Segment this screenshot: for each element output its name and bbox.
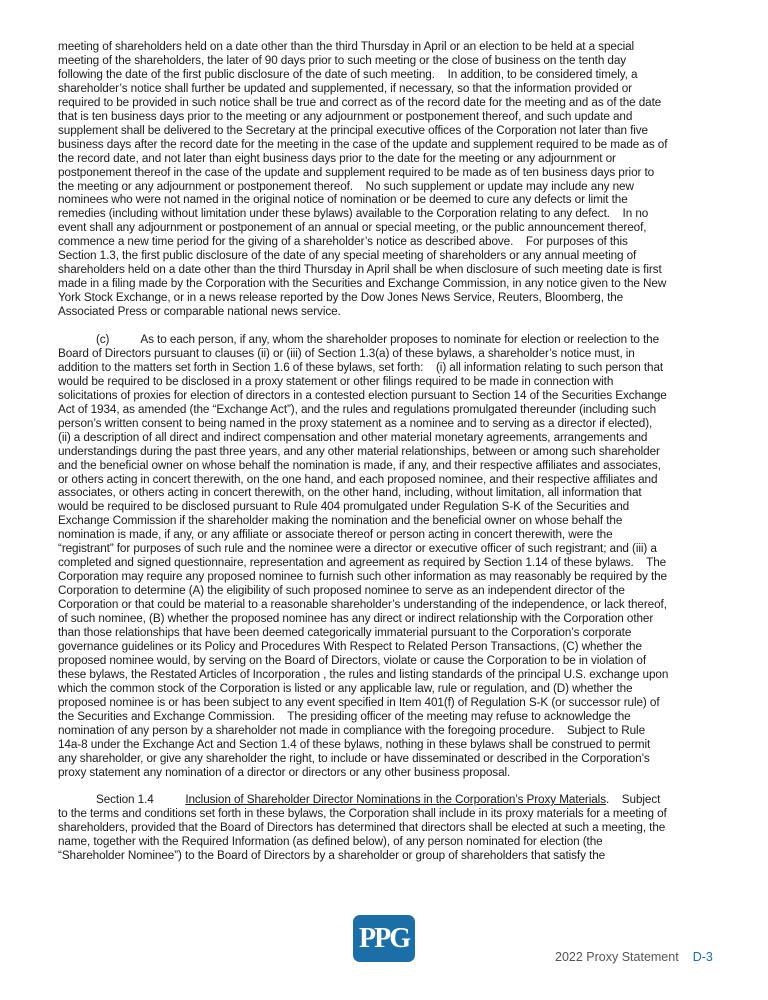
section-heading-tail: . Subject (605, 793, 661, 807)
text-line: the Securities and Exchange Commission. The presiding officer of the meeting may refuse to acknowledge the (58, 709, 631, 723)
text-line: York Stock Exchange, or in a news release reported by the Dow Jones News Service, Reuters, Bloomberg, the (58, 291, 624, 305)
text-line: name, together with the Required Information (as defined below), of any person nominated for election (the (58, 835, 603, 849)
text-line: made in a filing made by the Corporation with the Securities and Exchange Commission, in any notice given to the New (58, 277, 667, 291)
section-heading-line (58, 793, 710, 807)
text-line: or others acting in concert therewith, on the one hand, and each proposed nominee, and their respective affiliates and (58, 472, 658, 486)
text-line: remedies (including without limitation under these bylaws) available to the Corporation relating to any defect. In no (58, 207, 649, 221)
text-line: to the terms and conditions set forth in these bylaws, the Corporation shall include in its proxy materials for a meeting of (58, 807, 667, 821)
text-line: Corporation or that could be material to a reasonable shareholder’s understanding of the independence, or lack thereof, (58, 598, 667, 612)
text-line: postponement thereof in the case of the update and supplement required to be made as of ten business days prior to (58, 165, 655, 179)
text-line: proposed nominee is or has been subject to any event specified in Item 401(f) of Regulation S-K (or successor rule) of (58, 695, 660, 709)
text-line: shareholders, provided that the Board of Directors has determined that directors shall be elected at such a meeting, the (58, 821, 666, 835)
text-line: Associated Press or comparable national news service. (58, 305, 341, 319)
logo-text: PPG (359, 922, 409, 954)
text-line: and the beneficial owner on whose behalf the nomination is made, if any, and their respective affiliates and associates, (58, 458, 661, 472)
paragraph-section-1-4 (58, 793, 710, 863)
text-line: event shall any adjournment or postponement of an annual or special meeting, or the public announcement thereof, (58, 221, 647, 235)
text-line: would be required to be disclosed in a proxy statement or other filings required to be made in connection with (58, 374, 614, 388)
ppg-logo (353, 915, 415, 962)
text-line: (ii) a description of all direct and indirect compensation and other material monetary agreements, arrangements and (58, 430, 648, 444)
text-line: Board of Directors pursuant to clauses (ii) or (iii) of Section 1.3(a) of these bylaws, a shareholder’s notice must, in (58, 346, 635, 360)
text-line: Corporation may require any proposed nominee to furnish such other information as may reasonably be required by the (58, 570, 667, 584)
section-title: Inclusion of Shareholder Director Nominations in the Corporation’s Proxy Materials (185, 793, 606, 807)
text-line: the record date, and not later than eight business days prior to the date for the meeting or any adjournment or (58, 151, 616, 165)
text-line: completed and signed questionnaire, representation and agreement as required by Section 1.14 of these bylaws. The (58, 556, 667, 570)
text-line: meeting of the shareholders, the later of 90 days prior to such meeting or the close of business on the tenth day (58, 53, 627, 67)
text-line: any shareholder, or give any shareholder the right, to include or have disseminated or described in the Corporation’s (58, 751, 650, 765)
paragraph-gap (58, 780, 710, 794)
paragraph-c-nominee-info (58, 333, 710, 780)
text-line: of such nominee, (B) whether the proposed nominee has any direct or indirect relationship with the Corporation other (58, 612, 654, 626)
page-footer (555, 950, 713, 964)
text-line: Exchange Commission if the shareholder making the nomination and the beneficial owner on whose behalf the (58, 514, 623, 528)
text-line: commence a new time period for the giving of a shareholder’s notice as described above. For purposes of this (58, 235, 628, 249)
text-line: these bylaws, the Restated Articles of Incorporation , the rules and listing standards of the principal U.S. exchange upon (58, 667, 669, 681)
text-line: required to be provided in such notice shall be true and correct as of the record date for the meeting and as of the date (58, 95, 662, 109)
text-line: governance guidelines or its Policy and Procedures With Respect to Related Person Transactions, (C) whether the (58, 639, 642, 653)
text-line: the meeting or any adjournment or postponement thereof. No such supplement or update may include any new (58, 179, 634, 193)
text-line: that is ten business days prior to the meeting or any adjournment or postponement thereof, and such update and (58, 109, 633, 123)
text-line: Corporation to determine (A) the eligibility of such proposed nominee to serve as an independent director of the (58, 584, 625, 598)
text-line: than those relationships that have been deemed categorically immaterial pursuant to the Corporation’s corporate (58, 626, 632, 640)
body-text (58, 40, 710, 863)
text-line: associates, or others acting in concert therewith, on the other hand, including, without limitation, all information that (58, 486, 642, 500)
text-line: proxy statement any nomination of a director or directors or any other business proposal. (58, 765, 511, 779)
text-line: following the date of the first public disclosure of the date of such meeting. In addition, to be considered timely, a (58, 67, 638, 81)
text-line: nomination is made, if any, or any affiliate or associate thereof or person acting in concert therewith, were the (58, 528, 613, 542)
text-line: 14a-8 under the Exchange Act and Section 1.4 of these bylaws, nothing in these bylaws shall be construed to permit (58, 737, 651, 751)
text-line: shareholder’s notice shall further be updated and supplemented, if necessary, so that the information provided or (58, 81, 632, 95)
text-line: addition to the matters set forth in Section 1.6 of these bylaws, set forth: (i) all information relating to such person that (58, 360, 664, 374)
text-line: person’s written consent to being named in the proxy statement as a nominee and to serving as a director if elected), (58, 416, 653, 430)
publication-title: 2022 Proxy Statement (555, 950, 679, 964)
text-line: Section 1.3, the first public disclosure of the date of any special meeting of shareholders or any annual meeting of (58, 249, 637, 263)
paragraph-gap (58, 319, 710, 333)
text-line: solicitations of proxies for election of directors in a contested election pursuant to Section 14 of the Securities Exchange (58, 388, 667, 402)
text-line: which the common stock of the Corporation is listed or any applicable law, rule or regulation, and (D) whether the (58, 681, 633, 695)
section-number: Section 1.4 (58, 793, 186, 807)
text-line: supplement shall be delivered to the Secretary at the principal executive offices of the Corporation not later than five (58, 123, 648, 137)
text-line: meeting of shareholders held on a date other than the third Thursday in April or an election to be held at a special (58, 40, 635, 53)
text-line: “Shareholder Nominee”) to the Board of Directors by a shareholder or group of shareholders that satisfy the (58, 849, 606, 863)
text-line: nominees who were not named in the original notice of nomination or be deemed to cure any defects or limit the (58, 193, 628, 207)
text-line: would be required to be disclosed pursuant to Rule 404 promulgated under Regulation S-K of the Securities and (58, 500, 630, 514)
text-line: shareholders held on a date other than the third Thursday in April shall be when disclosure of such meeting date is first (58, 263, 662, 277)
text-line: (c) As to each person, if any, whom the shareholder proposes to nominate for election or reelection to the (58, 333, 660, 346)
text-line: “registrant” for purposes of such rule and the nominee were a director or executive officer of such registrant; and (iii) a (58, 542, 657, 556)
page-number: D-3 (692, 950, 713, 964)
text-line: understandings during the past three years, and any other material relationships, between or among such shareholder (58, 444, 660, 458)
text-line: proposed nominee would, by serving on the Board of Directors, violate or cause the Corporation to be in violation of (58, 653, 646, 667)
text-line: business days after the record date for the meeting in the case of the update and supplement required to be made as of (58, 137, 668, 151)
paragraph-timeliness (58, 40, 710, 319)
text-line: nomination of any person by a shareholder not made in compliance with the foregoing procedure. Subject to Rule (58, 723, 646, 737)
text-line: Act of 1934, as amended (the “Exchange Act”), and the rules and regulations promulgated thereunder (including such (58, 402, 657, 416)
